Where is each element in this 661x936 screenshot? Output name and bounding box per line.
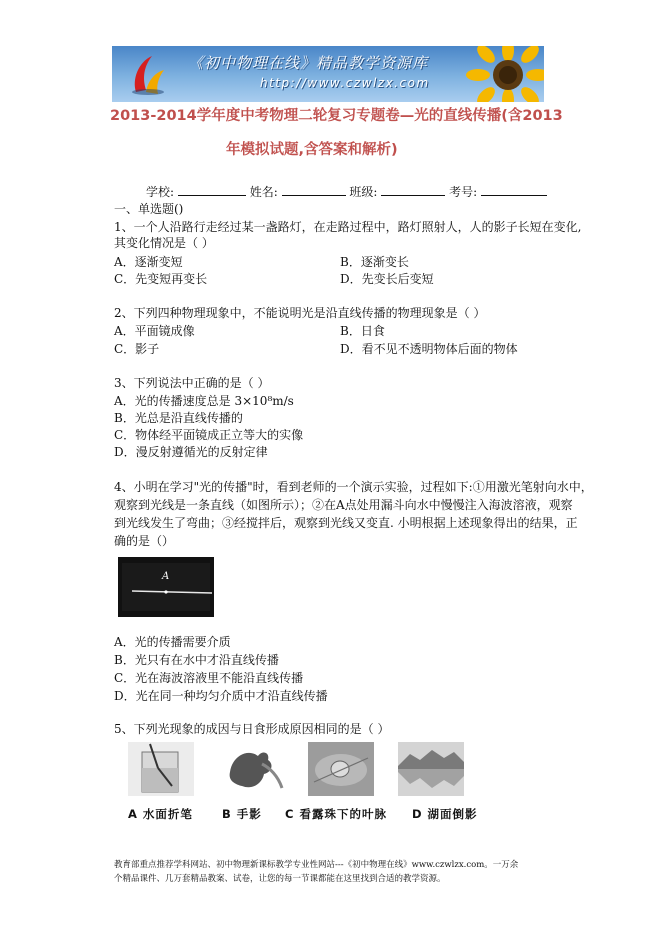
banner-url: http://www.czwlzx.com <box>260 76 430 90</box>
class-blank <box>381 183 445 196</box>
site-logo-icon <box>130 52 166 96</box>
q1-option-b: B．逐渐变长 <box>340 255 409 269</box>
point-a-label: A <box>162 571 170 582</box>
q4-stem-line3: 到光线发生了弯曲；③经搅拌后，观察到光线又变直. 小明根据上述现象得出的结果，正 <box>114 516 578 530</box>
q3-option-d: D．漫反射遵循光的反射定律 <box>114 445 268 459</box>
q5-caption-b: B 手影 <box>222 807 262 821</box>
q2-option-d: D．看不见不透明物体后面的物体 <box>340 342 518 356</box>
q5-caption-d: D 湖面倒影 <box>412 807 478 821</box>
dewdrop-leaf-image <box>308 742 374 796</box>
q4-stem-line2: 观察到光线是一条直线（如图所示）；②在A点处用漏斗向水中慢慢注入海波溶液，观察 <box>114 498 573 512</box>
q4-stem-line1: 4、小明在学习"光的传播"时，看到老师的一个演示实验，过程如下:①用激光笔射向水中， <box>114 480 593 494</box>
exam-number-blank <box>481 183 547 196</box>
name-blank <box>282 183 346 196</box>
q2-option-b: B．日食 <box>340 324 385 338</box>
pencil-in-water-image <box>128 742 194 796</box>
q2-option-a: A．平面镜成像 <box>114 324 195 338</box>
student-info-line <box>146 183 547 200</box>
page-footer <box>114 858 584 886</box>
q4-stem-line4: 确的是（） <box>114 534 175 548</box>
q3-option-b: B．光总是沿直线传播的 <box>114 411 243 425</box>
hand-shadow-image <box>222 742 288 796</box>
laser-experiment-figure <box>118 557 214 617</box>
school-label: 学校: <box>146 185 175 199</box>
q1-stem-line1: 1、一个人沿路行走经过某一盏路灯，在走路过程中，路灯照射人，人的影子长短在变化, <box>114 220 582 234</box>
q3-option-c: C．物体经平面镜成正立等大的实像 <box>114 428 304 442</box>
q5-caption-c: C 看露珠下的叶脉 <box>285 807 387 821</box>
header-banner <box>112 46 544 102</box>
q4-option-a: A．光的传播需要介质 <box>114 635 231 649</box>
exam-number-label: 考号: <box>449 185 478 199</box>
document-title-line2: 年模拟试题,含答案和解析) <box>226 142 398 158</box>
q3-option-a: A．光的传播速度总是 3×10⁸m/s <box>114 394 294 408</box>
laser-beam-icon <box>118 557 214 617</box>
q5-stem: 5、下列光现象的成因与日食形成原因相同的是（ ） <box>114 722 390 736</box>
q2-stem: 2、下列四种物理现象中，不能说明光是沿直线传播的物理现象是（ ） <box>114 306 486 320</box>
q4-option-b: B．光只有在水中才沿直线传播 <box>114 653 279 667</box>
q2-option-c: C．影子 <box>114 342 160 356</box>
footer-line2: 个精品课件、几万套精品教案、试卷，让您的每一节课都能在这里找到合适的教学资源。 <box>114 874 446 884</box>
q4-option-c: C．光在海波溶液里不能沿直线传播 <box>114 671 304 685</box>
class-label: 班级: <box>349 185 378 199</box>
banner-title: 《初中物理在线》精品教学资源库 <box>188 54 429 72</box>
section-heading: 一、单选题() <box>114 202 184 216</box>
sunflower-icon <box>466 46 544 102</box>
q1-option-a: A．逐渐变短 <box>114 255 183 269</box>
footer-line1: 教育部重点推荐学科网站、初中物理新课标教学专业性网站---《初中物理在线》www.czwlzx.com。一万余 <box>114 860 519 870</box>
lake-reflection-image <box>398 742 464 796</box>
q1-option-d: D．先变长后变短 <box>340 272 434 286</box>
q1-option-c: C．先变短再变长 <box>114 272 208 286</box>
q1-stem-line2: 其变化情况是（ ） <box>114 236 214 250</box>
name-label: 姓名: <box>249 185 278 199</box>
q4-option-d: D．光在同一种均匀介质中才沿直线传播 <box>114 689 328 703</box>
q5-caption-a: A 水面折笔 <box>128 807 193 821</box>
document-title-line1: 2013-2014学年度中考物理二轮复习专题卷—光的直线传播(含2013 <box>110 108 563 124</box>
school-blank <box>178 183 246 196</box>
q3-stem: 3、下列说法中正确的是（ ） <box>114 376 270 390</box>
